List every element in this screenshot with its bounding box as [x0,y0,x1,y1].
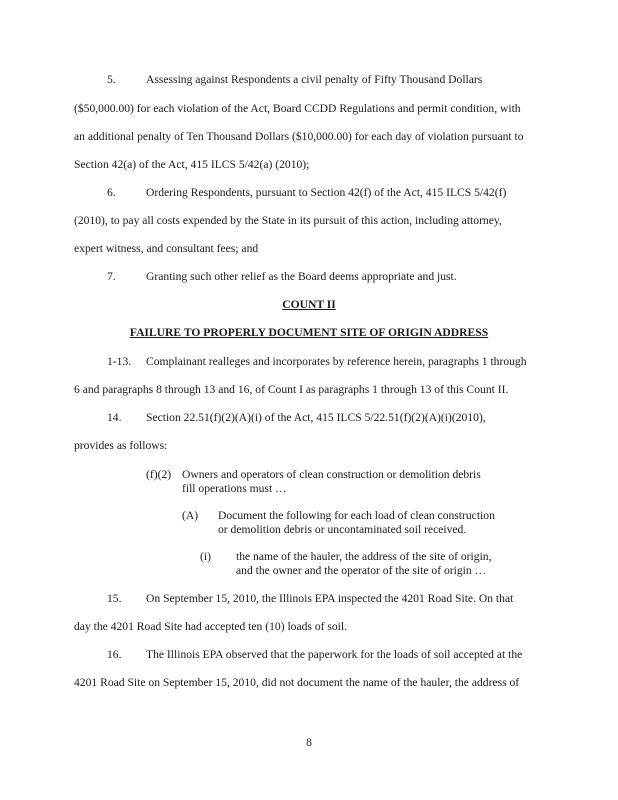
paragraph-1-13-number: 1-13. [107,355,132,368]
quote-i-label: (i) [200,550,211,563]
paragraph-5-line-1: Assessing against Respondents a civil penalty of Fifty Thousand Dollars [146,73,483,86]
quote-f2-line-2: fill operations must … [182,482,287,495]
paragraph-7-line-1: Granting such other relief as the Board deems appropriate and just. [146,270,457,283]
quote-i-line-1: the name of the hauler, the address of the site of origin, [236,550,492,563]
paragraph-5-line-2: ($50,000.00) for each violation of the Act, Board CCDD Regulations and permit condition, with [74,102,521,115]
count-title: FAILURE TO PROPERLY DOCUMENT SITE OF ORIGIN ADDRESS [129,326,489,339]
page-number: 8 [306,736,312,749]
paragraph-1-13-line-1: Complainant realleges and incorporates by reference herein, paragraphs 1 through [146,355,527,368]
paragraph-16-line-1: The Illinois EPA observed that the paperwork for the loads of soil accepted at the [146,648,523,661]
paragraph-15-line-2: day the 4201 Road Site had accepted ten (10) loads of soil. [74,620,348,633]
paragraph-16-line-2: 4201 Road Site on September 15, 2010, did not document the name of the hauler, the address of [74,676,520,689]
quote-a-line-2: or demolition debris or uncontaminated soil received. [218,523,467,536]
paragraph-7-number: 7. [107,270,116,283]
paragraph-14-number: 14. [107,411,122,424]
count-heading: COUNT II [282,298,336,311]
paragraph-15-line-1: On September 15, 2010, the Illinois EPA inspected the 4201 Road Site. On that [146,592,514,605]
paragraph-15-number: 15. [107,592,122,605]
quote-a-line-1: Document the following for each load of clean construction [218,509,495,522]
paragraph-5-line-3: an additional penalty of Ten Thousand Dollars ($10,000.00) for each day of violation pursuant to [74,130,524,143]
quote-i-line-2: and the owner and the operator of the site of origin … [236,564,487,577]
paragraph-16-number: 16. [107,648,122,661]
paragraph-14-line-2: provides as follows: [74,439,168,452]
paragraph-6-line-1: Ordering Respondents, pursuant to Section 42(f) of the Act, 415 ILCS 5/42(f) [146,186,507,199]
quote-f2-label: (f)(2) [146,468,172,481]
paragraph-6-line-2: (2010), to pay all costs expended by the State in its pursuit of this action, including attorney, [74,214,502,227]
paragraph-5-number: 5. [107,73,116,86]
paragraph-6-number: 6. [107,186,116,199]
quote-f2-line-1: Owners and operators of clean construction or demolition debris [182,468,481,481]
paragraph-5-line-4: Section 42(a) of the Act, 415 ILCS 5/42(a) (2010); [74,158,310,171]
quote-a-label: (A) [182,509,199,522]
paragraph-1-13-line-2: 6 and paragraphs 8 through 13 and 16, of Count I as paragraphs 1 through 13 of this Count II. [74,383,509,396]
paragraph-6-line-3: expert witness, and consultant fees; and [74,242,259,255]
paragraph-14-line-1: Section 22.51(f)(2)(A)(i) of the Act, 415 ILCS 5/22.51(f)(2)(A)(i)(2010), [146,411,486,424]
